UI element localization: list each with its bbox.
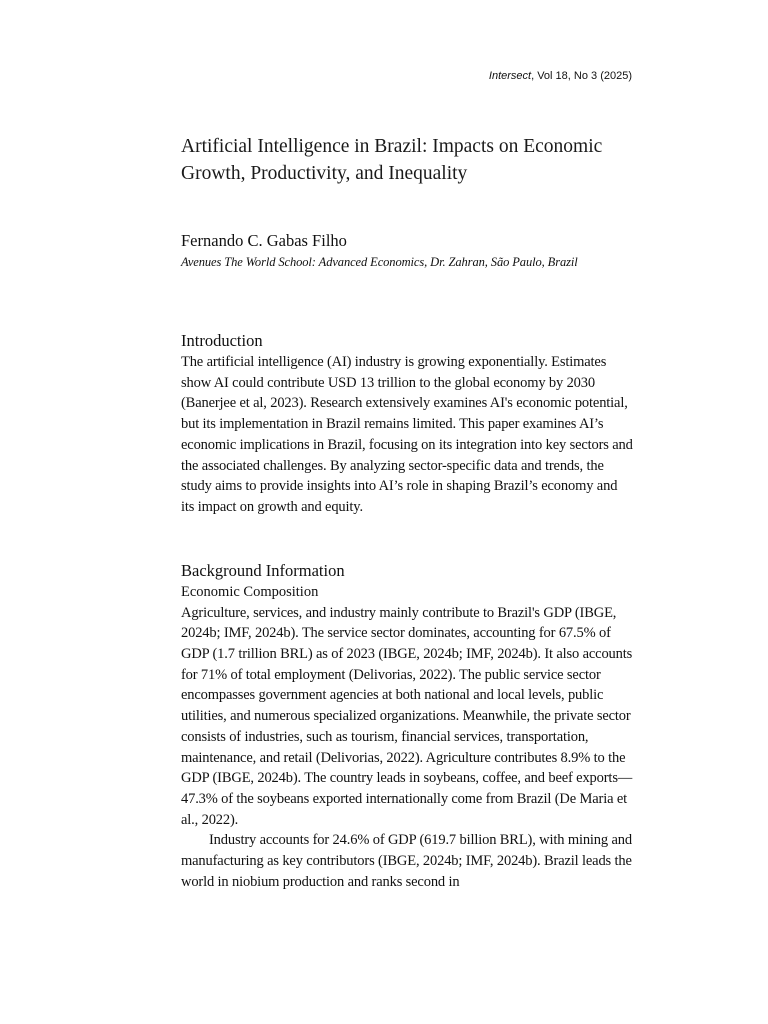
introduction-heading: Introduction — [181, 331, 263, 350]
background-paragraph-2: Industry accounts for 24.6% of GDP (619.7 billion BRL), with mining and manufacturing as key contributors (IBGE, 2024b; IMF, 2024b). Brazil leads the world in niobium production and ranks second in — [181, 832, 632, 890]
background-heading: Background Information — [181, 560, 345, 580]
running-header — [489, 70, 632, 82]
author-name: Fernando C. Gabas Filho — [181, 231, 347, 250]
author-affiliation: Avenues The World School: Advanced Economics, Dr. Zahran, São Paulo, Brazil — [181, 255, 578, 269]
journal-issue: , Vol 18, No 3 (2025) — [531, 70, 632, 82]
journal-name: Intersect — [488, 70, 532, 82]
paper-title: Artificial Intelligence in Brazil: Impacts on Economic Growth, Productivity, and Inequality — [181, 136, 603, 184]
economic-composition-subheading: Economic Composition — [181, 583, 319, 600]
background-paragraph-1: Agriculture, services, and industry mainly contribute to Brazil's GDP (IBGE, 2024b; IMF, 2024b). The service sector dominates, accounting for 67.5% of GDP (1.7 trillion BRL) as of 2023 (IBGE, 2024b; IMF, 2024b). It also accounts for 71% of total employment (Delivorias, 2022). The public service sector encompasses government agencies at both national and local levels, public utilities, and numerous specialized organizations. Meanwhile, the private sector consists of industries, such as tourism, financial services, transportation, maintenance, and retail (Delivorias, 2022). Agriculture contributes 8.9% to the GDP (IBGE, 2024b). The country leads in soybeans, coffee, and beef exports—47.3% of the soybeans exported internationally come from Brazil (De Maria et al., 2022). — [181, 604, 633, 828]
introduction-paragraph: The artificial intelligence (AI) industry is growing exponentially. Estimates show AI could contribute USD 13 trillion to the global economy by 2030 (Banerjee et al, 2023). Research extensively examines AI's economic potential, but its implementation in Brazil remains limited. This paper examines AI’s economic implications in Brazil, focusing on its integration into key sectors and the associated challenges. By analyzing sector-specific data and trends, the study aims to provide insights into AI’s role in shaping Brazil’s economy and its impact on growth and equity. — [181, 354, 633, 515]
article-body — [181, 133, 633, 892]
